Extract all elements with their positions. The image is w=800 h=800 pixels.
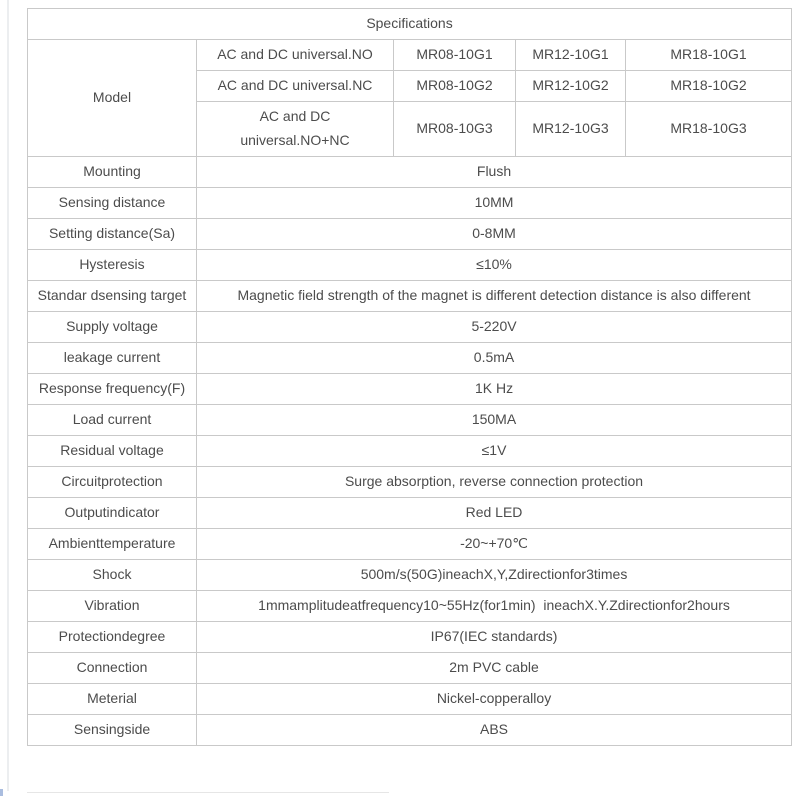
spec-label: Sensingside (28, 714, 197, 745)
model-type-cell: AC and DC universal.NC (197, 71, 394, 102)
model-number-cell: MR08-10G2 (394, 71, 516, 102)
spec-label: Residual voltage (28, 435, 197, 466)
model-type-cell: AC and DC universal.NO+NC (197, 102, 394, 157)
title-row (28, 9, 792, 40)
spec-row (28, 683, 792, 714)
spec-row (28, 466, 792, 497)
spec-value: 10MM (197, 187, 792, 218)
model-number-cell: MR18-10G2 (626, 71, 792, 102)
spec-row (28, 218, 792, 249)
spec-row (28, 373, 792, 404)
model-number-cell: MR12-10G3 (516, 102, 626, 157)
spec-label: Hysteresis (28, 249, 197, 280)
page-corner-mark (0, 789, 3, 796)
model-number-cell: MR08-10G1 (394, 40, 516, 71)
spec-row (28, 187, 792, 218)
spec-row (28, 714, 792, 745)
model-section-label: Model (28, 40, 197, 157)
spec-label: Connection (28, 652, 197, 683)
spec-value: 500m/s(50G)ineachX,Y,Zdirectionfor3times (197, 559, 792, 590)
spec-value: 2m PVC cable (197, 652, 792, 683)
spec-row (28, 528, 792, 559)
spec-label: Meterial (28, 683, 197, 714)
spec-label: Supply voltage (28, 311, 197, 342)
model-type-cell: AC and DC universal.NO (197, 40, 394, 71)
spec-row (28, 156, 792, 187)
spec-label: Standar dsensing target (28, 280, 197, 311)
spec-label: Setting distance(Sa) (28, 218, 197, 249)
spec-label: Shock (28, 559, 197, 590)
model-number-cell: MR12-10G1 (516, 40, 626, 71)
spec-value: ABS (197, 714, 792, 745)
spec-value: 1mmamplitudeatfrequency10~55Hz(for1min) ineachX.Y.Zdirectionfor2hours (197, 590, 792, 621)
spec-label: Circuitprotection (28, 466, 197, 497)
spec-label: Outputindicator (28, 497, 197, 528)
model-row (28, 40, 792, 71)
spec-value: 5-220V (197, 311, 792, 342)
spec-row (28, 280, 792, 311)
spec-row (28, 559, 792, 590)
spec-value: Red LED (197, 497, 792, 528)
spec-label: Protectiondegree (28, 621, 197, 652)
spec-label: Mounting (28, 156, 197, 187)
table-title: Specifications (28, 9, 792, 40)
spec-value: Flush (197, 156, 792, 187)
spec-row (28, 342, 792, 373)
model-number-cell: MR18-10G3 (626, 102, 792, 157)
spec-value: 150MA (197, 404, 792, 435)
spec-value: Magnetic field strength of the magnet is different detection distance is also different (197, 280, 792, 311)
model-number-cell: MR12-10G2 (516, 71, 626, 102)
spec-row (28, 497, 792, 528)
spec-label: Response frequency(F) (28, 373, 197, 404)
specifications-table (27, 8, 792, 746)
spec-value: -20~+70℃ (197, 528, 792, 559)
spec-value: ≤10% (197, 249, 792, 280)
spec-value: 0.5mA (197, 342, 792, 373)
page-bottom-line (27, 792, 389, 793)
spec-row (28, 590, 792, 621)
spec-label: Sensing distance (28, 187, 197, 218)
spec-label: leakage current (28, 342, 197, 373)
spec-row (28, 404, 792, 435)
model-number-cell: MR18-10G1 (626, 40, 792, 71)
model-number-cell: MR08-10G3 (394, 102, 516, 157)
spec-value: ≤1V (197, 435, 792, 466)
spec-row (28, 249, 792, 280)
spec-value: IP67(IEC standards) (197, 621, 792, 652)
spec-row (28, 435, 792, 466)
spec-value: 1K Hz (197, 373, 792, 404)
spec-row (28, 652, 792, 683)
spec-label: Ambienttemperature (28, 528, 197, 559)
page-edge-line (7, 0, 9, 791)
spec-value: Surge absorption, reverse connection protection (197, 466, 792, 497)
spec-row (28, 621, 792, 652)
spec-row (28, 311, 792, 342)
spec-value: 0-8MM (197, 218, 792, 249)
spec-label: Vibration (28, 590, 197, 621)
spec-label: Load current (28, 404, 197, 435)
spec-value: Nickel-copperalloy (197, 683, 792, 714)
